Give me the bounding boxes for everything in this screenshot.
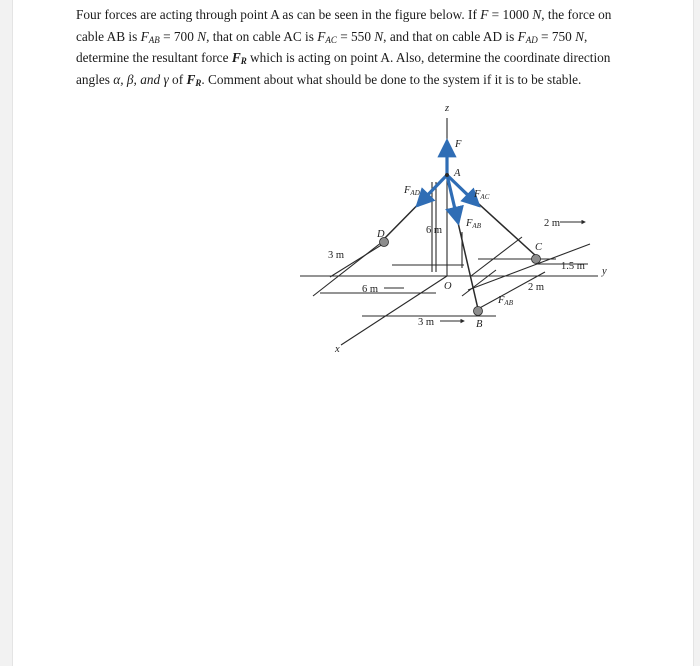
problem-text-3: , that on cable AC is [206,28,318,44]
sym-F-AC: $F_{AC}$ [317,28,337,45]
ground-lines [300,118,598,345]
problem-text-2: , the force on cable AB is [76,7,612,44]
x-axis-line [341,276,447,345]
point-C-label: C [535,242,543,253]
axis-x-label: x [335,344,340,355]
point-D-label: D [377,229,385,240]
force-AB-label: FAB [466,218,481,230]
force-AC-label: FAC [474,189,490,201]
direction-angles: α, β, and γ [113,71,169,87]
point-O-label: O [444,281,452,292]
unit-N: N [575,28,585,44]
sym-F-R-2: $F_R$ [186,71,202,88]
point-A-label: A [454,168,461,179]
problem-text-8: . Comment about what should be done to the system if it is to be stable. [201,71,582,87]
dim-1-5m: 1.5 m [561,261,585,272]
problem-text-7: of [168,71,187,87]
unit-N: N [197,28,207,44]
value-F-AC: = 550 [336,28,375,44]
value-F-AD: = 750 [537,28,576,44]
problem-text-1: Four forces are acting through point A as can be seen in the figure below. If [76,7,481,22]
sym-F: F [480,7,489,22]
support-C [532,255,541,264]
support-B [474,307,483,316]
dim-2m-right: 2 m [528,282,545,293]
point-A-dot [445,173,449,177]
point-B-label: B [476,319,483,330]
sym-F-AD: $F_{AD}$ [517,28,538,45]
sym-F-AB: $F_{AB}$ [140,28,160,45]
value-F-AB: = 700 [159,28,198,44]
force-AB-label-lower: FAB [498,295,513,307]
dim-2m-top: 2 m [544,218,561,229]
dim-6m-vertical: 6 m [426,225,443,236]
ground-diagonal-mid [471,237,522,276]
dim-3m-bottom: 3 m [418,317,435,328]
problem-text-5: , determine the resultant force [76,28,588,65]
problem-text-6: which is acting on point A. Also, determine the coordinate direction angles [76,50,611,87]
unit-N: N [374,28,384,44]
force-F-label: F [455,139,462,150]
axis-z-label: z [444,103,450,114]
dimension-arrows [384,222,585,321]
dim-3m-left: 3 m [328,250,345,261]
problem-text-4: , and that on cable AD is [383,28,518,44]
value-F: = 1000 [488,7,533,22]
force-AD-label: FAD [404,185,420,197]
axis-y-label: y [602,266,607,277]
sym-F-R: $F_R$ [231,50,247,66]
dim-6m-left: 6 m [362,284,379,295]
ground-diagonal-low [462,270,496,296]
unit-N: N [532,7,542,22]
force-vectors [418,142,478,222]
